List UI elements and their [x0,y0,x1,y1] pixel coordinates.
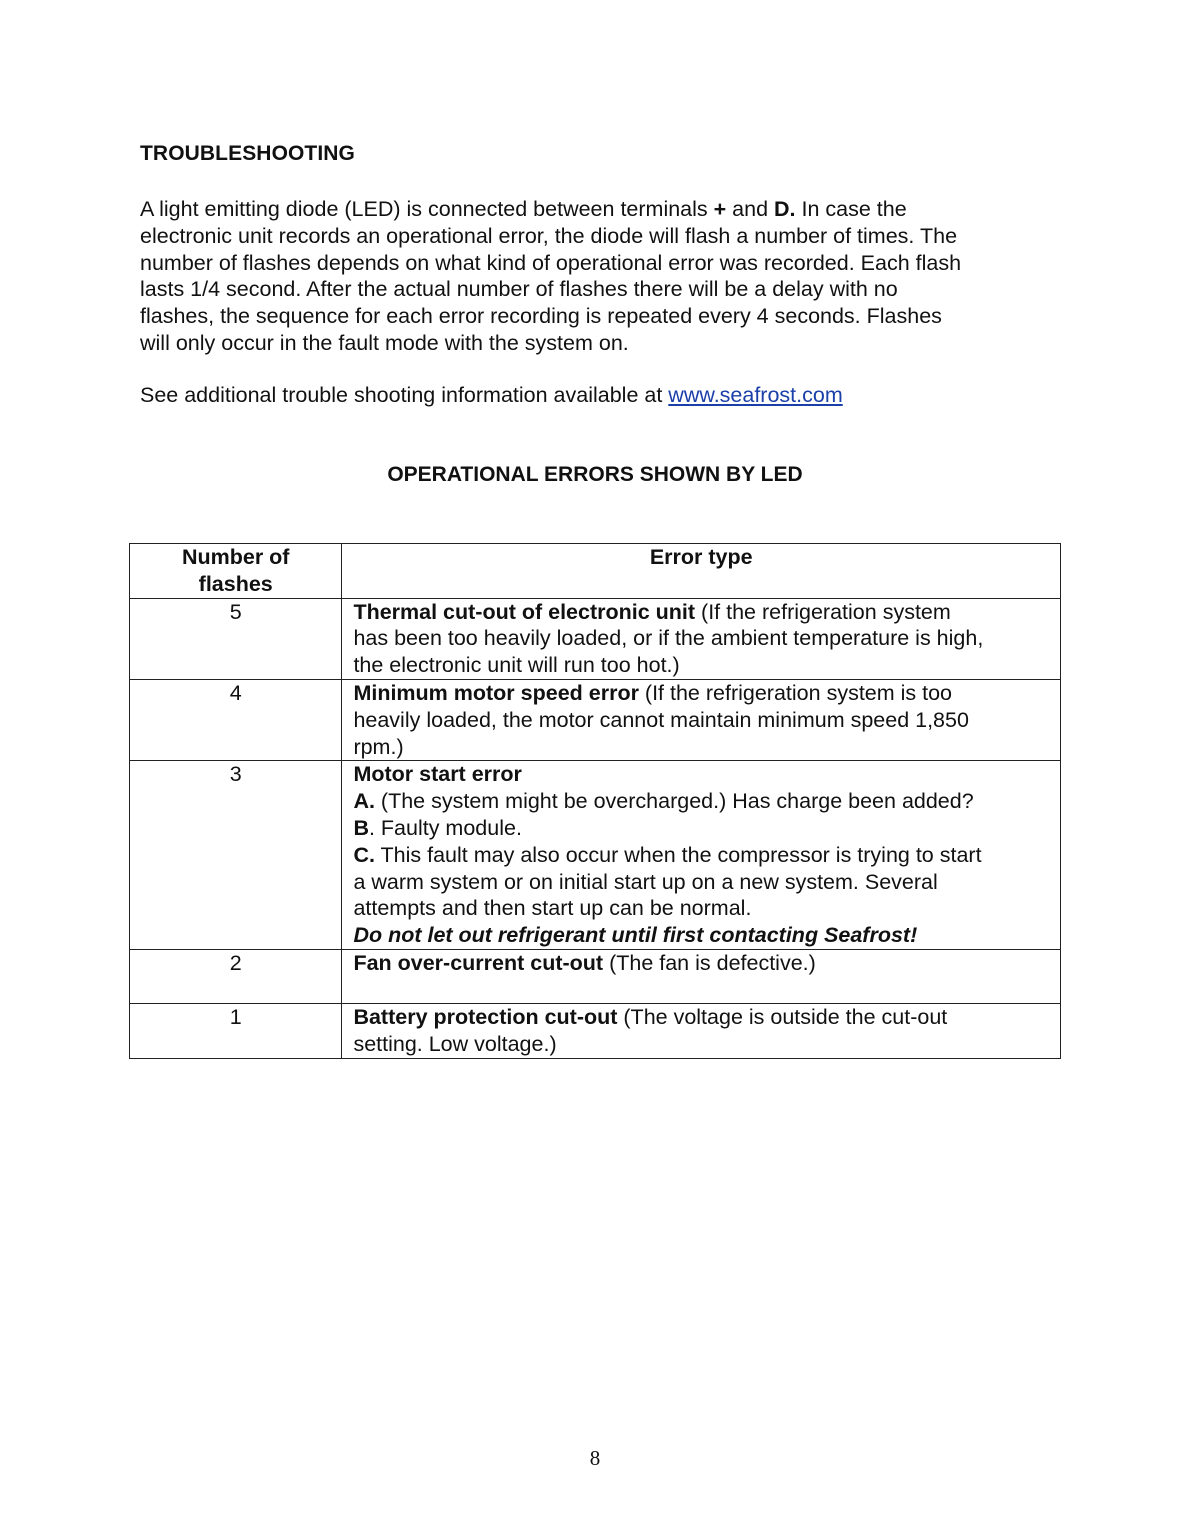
intro-line-6: will only occur in the fault mode with the system on. [140,330,629,355]
intro-line-1: A light emitting diode (LED) is connected between terminals + and D. In case the [140,197,907,221]
error-cell: Battery protection cut-out (The voltage is outside the cut-out setting. Low voltage.) [342,1004,1061,1059]
errors-table [129,543,1061,1059]
flashes-cell: 1 [130,1004,342,1059]
warning-text: Do not let out refrigerant until first contacting Seafrost! [353,923,918,948]
seafrost-link[interactable]: www.seafrost.com [668,383,843,407]
error-cell: Motor start error A. (The system might be overcharged.) Has charge been added? B. Faulty module. C. This fault may also occur when the compressor is trying to start a warm system or on initial start up on a new system. Several attempts and then start up can be normal. Do not let out refrigerant until first contacting Seafrost! [342,761,1061,950]
d-terminal: D. [774,197,796,221]
flashes-cell: 2 [130,950,342,1004]
table-title: OPERATIONAL ERRORS SHOWN BY LED [387,463,803,486]
table-row [130,1004,1061,1059]
error-cell: Minimum motor speed error (If the refrigeration system is too heavily loaded, the motor cannot maintain minimum speed 1,850 rpm.) [342,679,1061,760]
plus-terminal: + [713,197,727,221]
intro-line-2: electronic unit records an operational error, the diode will flash a number of times. The [140,223,958,248]
table-header-row [130,544,1061,599]
flashes-cell: 5 [130,598,342,679]
table-row [130,679,1061,760]
error-title: Thermal cut-out of electronic unit [353,599,696,624]
see-more-line: See additional trouble shooting information available at www.seafrost.com [140,383,843,407]
intro-line-5: flashes, the sequence for each error recording is repeated every 4 seconds. Flashes [140,304,942,329]
section-heading: TROUBLESHOOTING [140,142,355,165]
error-title: Battery protection cut-out [353,1005,618,1030]
page-number: 8 [589,1446,601,1470]
error-title: Motor start error [353,762,522,787]
error-title: Fan over-current cut-out [353,951,604,976]
header-error-type: Error type [342,544,1061,599]
flashes-cell: 3 [130,761,342,950]
header-number-of-flashes: Number of flashes [130,544,342,599]
table-row [130,950,1061,1004]
intro-line-4: lasts 1/4 second. After the actual number of flashes there will be a delay with no [140,277,898,302]
error-cell: Thermal cut-out of electronic unit (If the refrigeration system has been too heavily loaded, or if the ambient temperature is high, the electronic unit will run too hot.) [342,598,1061,679]
intro-line-3: number of flashes depends on what kind of operational error was recorded. Each flash [140,250,962,275]
intro-paragraph [140,196,1060,357]
flashes-cell: 4 [130,679,342,760]
error-cell: Fan over-current cut-out (The fan is defective.) [342,950,1061,1004]
error-title: Minimum motor speed error [353,680,639,705]
table-row [130,761,1061,950]
table-row [130,598,1061,679]
